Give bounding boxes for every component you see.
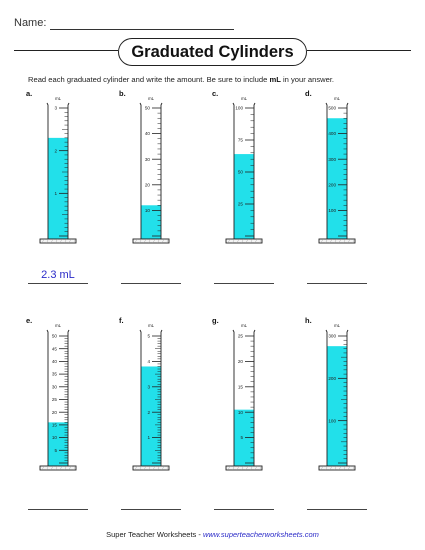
answer-line[interactable]: [307, 509, 367, 510]
answer-line[interactable]: [214, 509, 274, 510]
cylinder-letter: a.: [26, 89, 33, 98]
graduated-cylinder: [131, 320, 171, 505]
title-rule-right: [307, 50, 411, 51]
tick-label: 5: [54, 447, 57, 453]
graduated-cylinder: [224, 93, 264, 278]
unit-label: mL: [334, 96, 340, 101]
cylinder-letter: c.: [212, 89, 219, 98]
tick-label: 50: [144, 105, 150, 111]
tick-label: 15: [51, 422, 57, 428]
tick-label: 400: [328, 131, 336, 137]
tick-label: 75: [237, 137, 243, 143]
answer-text: 2.3 mL: [41, 269, 75, 281]
graduated-cylinder: [317, 320, 357, 505]
tick-label: 25: [51, 397, 57, 403]
tick-label: 50: [237, 169, 243, 175]
footer-text: Super Teacher Worksheets -: [106, 530, 203, 539]
tick-label: 15: [237, 384, 243, 390]
liquid-fill: [48, 422, 68, 466]
tick-label: 500: [328, 105, 336, 111]
tick-label: 20: [51, 409, 57, 415]
tick-label: 200: [328, 182, 336, 188]
unit-label: mL: [241, 96, 247, 101]
unit-label: mL: [55, 323, 61, 328]
tick-label: 3: [147, 384, 150, 390]
tick-label: 25: [237, 201, 243, 207]
graduated-cylinder: [224, 320, 264, 505]
cylinder-letter: h.: [305, 316, 312, 325]
tick-label: 100: [328, 208, 336, 213]
cylinder-letter: d.: [305, 89, 312, 98]
graduated-cylinder: [38, 93, 78, 278]
tick-label: 10: [237, 409, 243, 415]
name-line[interactable]: [50, 29, 234, 30]
tick-label: 40: [51, 359, 57, 364]
tick-label: 100: [235, 105, 243, 111]
cylinder-letter: g.: [212, 316, 219, 325]
tick-label: 50: [51, 333, 57, 339]
tick-label: 5: [240, 435, 243, 441]
answer-line[interactable]: [121, 283, 181, 284]
tick-label: 2: [54, 148, 57, 154]
answer-line[interactable]: [121, 509, 181, 510]
instructions-bold: mL: [269, 75, 281, 84]
name-label: Name:: [14, 17, 47, 29]
answer-line[interactable]: [214, 283, 274, 284]
footer: [0, 530, 425, 539]
instructions: [28, 75, 334, 84]
unit-label: mL: [241, 323, 247, 328]
title-rule-left: [14, 50, 118, 51]
liquid-fill: [234, 154, 254, 239]
tick-label: 25: [237, 333, 243, 339]
tick-label: 300: [328, 333, 336, 339]
tick-label: 200: [328, 375, 336, 381]
tick-label: 4: [147, 359, 150, 364]
graduated-cylinder: [317, 93, 357, 278]
unit-label: mL: [334, 323, 340, 328]
tick-label: 100: [328, 418, 336, 424]
liquid-fill: [327, 346, 347, 466]
instructions-after: in your answer.: [280, 75, 335, 84]
tick-label: 10: [51, 435, 57, 441]
graduated-cylinder: [38, 320, 78, 505]
tick-label: 10: [144, 208, 150, 213]
answer-line[interactable]: [28, 283, 88, 284]
cylinder-letter: f.: [119, 316, 124, 325]
unit-label: mL: [148, 323, 154, 328]
tick-label: 5: [147, 333, 150, 339]
tick-label: 20: [237, 359, 243, 364]
tick-label: 35: [51, 371, 57, 377]
liquid-fill: [48, 138, 68, 239]
tick-label: 20: [144, 182, 150, 188]
tick-label: 30: [51, 384, 57, 390]
answer-line[interactable]: [307, 283, 367, 284]
cylinder-letter: b.: [119, 89, 126, 98]
tick-label: 300: [328, 156, 336, 162]
footer-url[interactable]: www.superteacherworksheets.com: [202, 530, 319, 539]
tick-label: 30: [144, 156, 150, 162]
tick-label: 3: [54, 105, 57, 111]
cylinder-letter: e.: [26, 316, 33, 325]
page-title: Graduated Cylinders: [118, 38, 307, 66]
instructions-before: Read each graduated cylinder and write the amount. Be sure to include: [28, 75, 270, 84]
tick-label: 2: [147, 409, 150, 415]
unit-label: mL: [55, 96, 61, 101]
graduated-cylinder: [131, 93, 171, 278]
tick-label: 1: [147, 435, 150, 441]
tick-label: 40: [144, 131, 150, 137]
tick-label: 45: [51, 346, 57, 352]
tick-label: 1: [54, 190, 57, 196]
answer-line[interactable]: [28, 509, 88, 510]
liquid-fill: [141, 366, 161, 466]
unit-label: mL: [148, 96, 154, 101]
